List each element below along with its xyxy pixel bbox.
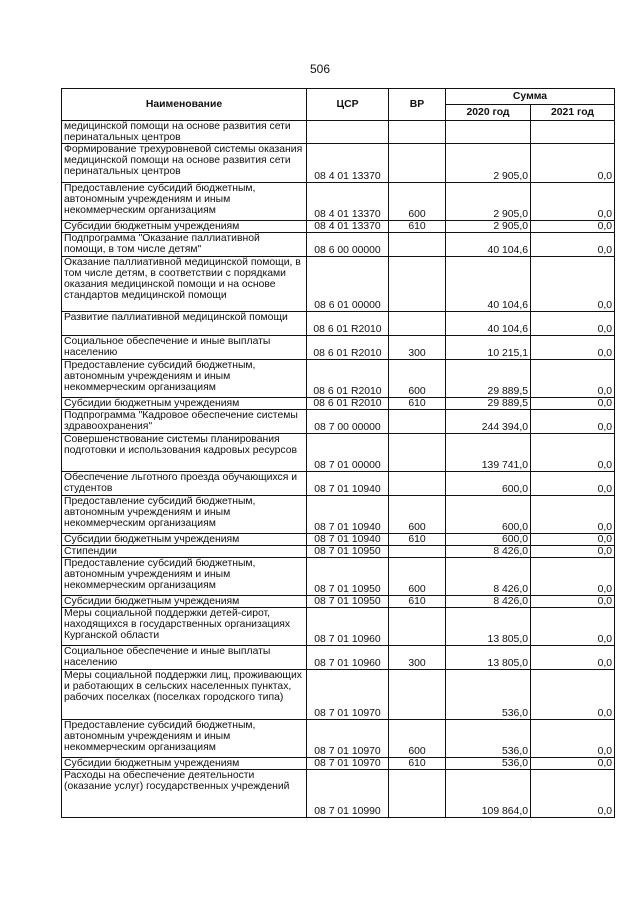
cell-csr: 08 6 00 00000 [307, 233, 389, 257]
cell-2021: 0,0 [531, 144, 615, 183]
table-row [62, 770, 615, 818]
table-row [62, 720, 615, 758]
cell-csr: 08 6 01 R2010 [307, 360, 389, 398]
cell-vr [389, 257, 446, 312]
cell-csr: 08 7 01 10970 [307, 720, 389, 758]
cell-vr: 600 [389, 720, 446, 758]
cell-2021: 0,0 [531, 434, 615, 472]
cell-name: Формирование трехуровневой системы оказания медицинской помощи на основе развития сети перинатальных центров [62, 144, 307, 183]
cell-csr: 08 7 01 10950 [307, 558, 389, 596]
cell-vr: 610 [389, 758, 446, 770]
cell-2020: 2 905,0 [446, 144, 531, 183]
cell-csr: 08 7 01 10970 [307, 670, 389, 720]
cell-vr [389, 312, 446, 336]
cell-name: Предоставление субсидий бюджетным, автономным учреждениям и иным некоммерческим организациям [62, 720, 307, 758]
cell-2021: 0,0 [531, 720, 615, 758]
cell-csr: 08 4 01 13370 [307, 183, 389, 221]
cell-vr [389, 546, 446, 558]
cell-csr: 08 6 01 00000 [307, 257, 389, 312]
cell-2021: 0,0 [531, 221, 615, 233]
table-row [62, 257, 615, 312]
cell-csr: 08 7 01 00000 [307, 434, 389, 472]
cell-name: Субсидии бюджетным учреждениям [62, 596, 307, 608]
table-row [62, 534, 615, 546]
cell-2020: 2 905,0 [446, 221, 531, 233]
cell-vr: 300 [389, 336, 446, 360]
cell-2020: 40 104,6 [446, 257, 531, 312]
cell-csr: 08 7 01 10990 [307, 770, 389, 818]
cell-2020: 8 426,0 [446, 546, 531, 558]
cell-name: Субсидии бюджетным учреждениям [62, 398, 307, 410]
table-row [62, 546, 615, 558]
cell-2021 [531, 121, 615, 144]
table-body [62, 121, 615, 818]
table-row [62, 336, 615, 360]
header-csr: ЦСР [307, 89, 389, 121]
cell-2020: 29 889,5 [446, 398, 531, 410]
header-vr: ВР [389, 89, 446, 121]
cell-vr: 600 [389, 360, 446, 398]
cell-vr [389, 121, 446, 144]
budget-table [61, 88, 615, 818]
cell-2020: 40 104,6 [446, 312, 531, 336]
cell-name: Обеспечение льготного проезда обучающихся и студентов [62, 472, 307, 496]
table-row [62, 233, 615, 257]
cell-csr: 08 7 01 10950 [307, 546, 389, 558]
table-row [62, 434, 615, 472]
cell-2020: 8 426,0 [446, 558, 531, 596]
table-row [62, 646, 615, 670]
cell-2021: 0,0 [531, 546, 615, 558]
cell-vr [389, 233, 446, 257]
cell-csr: 08 4 01 13370 [307, 221, 389, 233]
cell-vr: 600 [389, 558, 446, 596]
table-row [62, 183, 615, 221]
cell-name: Предоставление субсидий бюджетным, автономным учреждениям и иным некоммерческим организациям [62, 558, 307, 596]
header-2021: 2021 год [531, 105, 615, 121]
cell-vr [389, 410, 446, 434]
cell-2021: 0,0 [531, 558, 615, 596]
cell-csr: 08 7 00 00000 [307, 410, 389, 434]
cell-2020: 244 394,0 [446, 410, 531, 434]
cell-2020: 600,0 [446, 534, 531, 546]
table-row [62, 596, 615, 608]
cell-vr: 600 [389, 183, 446, 221]
cell-name: Подпрограмма "Кадровое обеспечение системы здравоохранения" [62, 410, 307, 434]
cell-2020: 536,0 [446, 670, 531, 720]
table-row [62, 758, 615, 770]
table-row [62, 608, 615, 646]
cell-csr [307, 121, 389, 144]
cell-2020: 600,0 [446, 496, 531, 534]
cell-2021: 0,0 [531, 770, 615, 818]
cell-csr: 08 6 01 R2010 [307, 312, 389, 336]
table-row [62, 670, 615, 720]
header-sum: Сумма [446, 89, 615, 105]
cell-name: медицинской помощи на основе развития сети перинатальных центров [62, 121, 307, 144]
cell-csr: 08 7 01 10940 [307, 496, 389, 534]
cell-name: Стипендии [62, 546, 307, 558]
cell-2021: 0,0 [531, 758, 615, 770]
cell-vr: 610 [389, 534, 446, 546]
cell-csr: 08 7 01 10940 [307, 472, 389, 496]
cell-2020: 40 104,6 [446, 233, 531, 257]
cell-csr: 08 6 01 R2010 [307, 398, 389, 410]
table-row [62, 472, 615, 496]
cell-2021: 0,0 [531, 183, 615, 221]
cell-name: Развитие паллиативной медицинской помощи [62, 312, 307, 336]
table-row [62, 398, 615, 410]
cell-vr [389, 434, 446, 472]
cell-2021: 0,0 [531, 670, 615, 720]
cell-vr [389, 472, 446, 496]
cell-2021: 0,0 [531, 410, 615, 434]
table-row [62, 121, 615, 144]
cell-name: Субсидии бюджетным учреждениям [62, 534, 307, 546]
cell-name: Субсидии бюджетным учреждениям [62, 758, 307, 770]
cell-2021: 0,0 [531, 596, 615, 608]
table-row [62, 221, 615, 233]
cell-2020: 10 215,1 [446, 336, 531, 360]
cell-name: Субсидии бюджетным учреждениям [62, 221, 307, 233]
cell-name: Предоставление субсидий бюджетным, автономным учреждениям и иным некоммерческим организациям [62, 360, 307, 398]
cell-name: Предоставление субсидий бюджетным, автономным учреждениям и иным некоммерческим организациям [62, 496, 307, 534]
cell-2021: 0,0 [531, 257, 615, 312]
page-number: 506 [309, 62, 331, 76]
cell-name: Меры социальной поддержки лиц, проживающих и работающих в сельских населенных пунктах, рабочих поселках (поселках городского типа) [62, 670, 307, 720]
cell-vr [389, 608, 446, 646]
cell-2021: 0,0 [531, 534, 615, 546]
cell-2020: 29 889,5 [446, 360, 531, 398]
cell-vr [389, 144, 446, 183]
cell-vr [389, 770, 446, 818]
table-row [62, 410, 615, 434]
cell-2021: 0,0 [531, 233, 615, 257]
cell-vr: 610 [389, 221, 446, 233]
cell-2020: 8 426,0 [446, 596, 531, 608]
cell-2021: 0,0 [531, 398, 615, 410]
cell-2021: 0,0 [531, 336, 615, 360]
cell-csr: 08 4 01 13370 [307, 144, 389, 183]
cell-2021: 0,0 [531, 646, 615, 670]
cell-2021: 0,0 [531, 360, 615, 398]
cell-name: Социальное обеспечение и иные выплаты населению [62, 646, 307, 670]
cell-name: Подпрограмма "Оказание паллиативной помощи, в том числе детям" [62, 233, 307, 257]
table-row [62, 558, 615, 596]
cell-2020 [446, 121, 531, 144]
cell-vr: 610 [389, 596, 446, 608]
table-row [62, 144, 615, 183]
table-row [62, 496, 615, 534]
cell-name: Оказание паллиативной медицинской помощи, в том числе детям, в соответствии с порядками оказания медицинской помощи и на основе стандартов медицинской помощи [62, 257, 307, 312]
header-name: Наименование [62, 89, 307, 121]
cell-2020: 139 741,0 [446, 434, 531, 472]
cell-2020: 536,0 [446, 720, 531, 758]
cell-2020: 2 905,0 [446, 183, 531, 221]
cell-name: Предоставление субсидий бюджетным, автономным учреждениям и иным некоммерческим организациям [62, 183, 307, 221]
cell-2020: 13 805,0 [446, 608, 531, 646]
table-row [62, 312, 615, 336]
cell-2021: 0,0 [531, 496, 615, 534]
cell-vr [389, 670, 446, 720]
table-header [62, 89, 615, 121]
cell-csr: 08 7 01 10960 [307, 646, 389, 670]
header-2020: 2020 год [446, 105, 531, 121]
cell-2021: 0,0 [531, 312, 615, 336]
cell-name: Совершенствование системы планирования подготовки и использования кадровых ресурсов [62, 434, 307, 472]
cell-csr: 08 7 01 10940 [307, 534, 389, 546]
cell-vr: 600 [389, 496, 446, 534]
cell-name: Меры социальной поддержки детей-сирот, находящихся в государственных организациях Курганской области [62, 608, 307, 646]
cell-2021: 0,0 [531, 608, 615, 646]
cell-2020: 13 805,0 [446, 646, 531, 670]
cell-name: Социальное обеспечение и иные выплаты населению [62, 336, 307, 360]
cell-csr: 08 7 01 10960 [307, 608, 389, 646]
cell-name: Расходы на обеспечение деятельности (оказание услуг) государственных учреждений [62, 770, 307, 818]
cell-csr: 08 7 01 10970 [307, 758, 389, 770]
cell-csr: 08 6 01 R2010 [307, 336, 389, 360]
table-row [62, 360, 615, 398]
cell-vr: 610 [389, 398, 446, 410]
cell-2020: 109 864,0 [446, 770, 531, 818]
cell-2020: 536,0 [446, 758, 531, 770]
cell-csr: 08 7 01 10950 [307, 596, 389, 608]
cell-vr: 300 [389, 646, 446, 670]
cell-2021: 0,0 [531, 472, 615, 496]
cell-2020: 600,0 [446, 472, 531, 496]
